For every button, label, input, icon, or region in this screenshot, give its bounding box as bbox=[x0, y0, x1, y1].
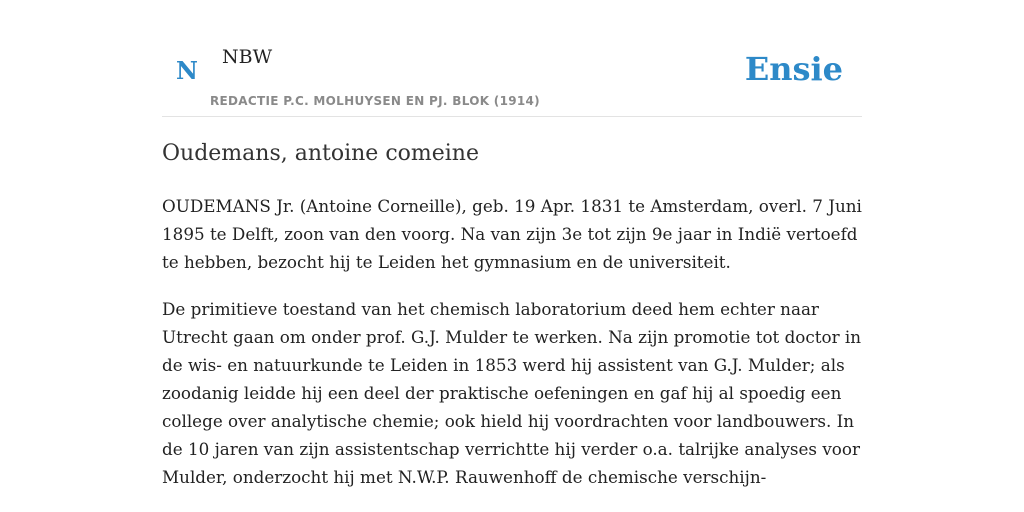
source-name[interactable]: NBW bbox=[222, 46, 273, 68]
paragraph-line: college over analytische chemie; ook hield hij voordrachten voor landbouwers. In bbox=[162, 411, 855, 431]
paragraph-line: Mulder, onderzocht hij met N.W.P. Rauwenhoff de chemische verschijn- bbox=[162, 467, 767, 487]
paragraph-line: de wis- en natuurkunde te Leiden in 1853 werd hij assistent van G.J. Mulder; als bbox=[162, 355, 845, 375]
header bbox=[162, 0, 862, 117]
ensie-logo[interactable]: Ensie bbox=[744, 50, 843, 88]
paragraph-line: Utrecht gaan om onder prof. G.J. Mulder te werken. Na zijn promotie tot doctor in bbox=[162, 327, 862, 347]
article-title: Oudemans, antoine comeine bbox=[162, 141, 479, 166]
source-editor: REDACTIE P.C. MOLHUYSEN EN PJ. BLOK (1914) bbox=[210, 94, 540, 108]
article bbox=[162, 138, 862, 491]
paragraph-line: zoodanig leidde hij een deel der praktische oefeningen en gaf hij al spoedig een bbox=[162, 383, 842, 403]
source-logo-icon[interactable]: N bbox=[176, 56, 198, 85]
paragraph-line: De primitieve toestand van het chemisch laboratorium deed hem echter naar bbox=[162, 299, 819, 319]
paragraph-line: de 10 jaren van zijn assistentschap verrichtte hij verder o.a. talrijke analyses voor bbox=[162, 439, 860, 459]
paragraph-line: te hebben, bezocht hij te Leiden het gymnasium en de universiteit. bbox=[162, 252, 731, 272]
article-paragraph bbox=[162, 295, 862, 491]
paragraph-line: 1895 te Delft, zoon van den voorg. Na van zijn 3e tot zijn 9e jaar in Indië vertoefd bbox=[162, 224, 858, 244]
article-paragraph bbox=[162, 192, 862, 276]
paragraph-line: OUDEMANS Jr. (Antoine Corneille), geb. 19 Apr. 1831 te Amsterdam, overl. 7 Juni bbox=[162, 196, 862, 216]
